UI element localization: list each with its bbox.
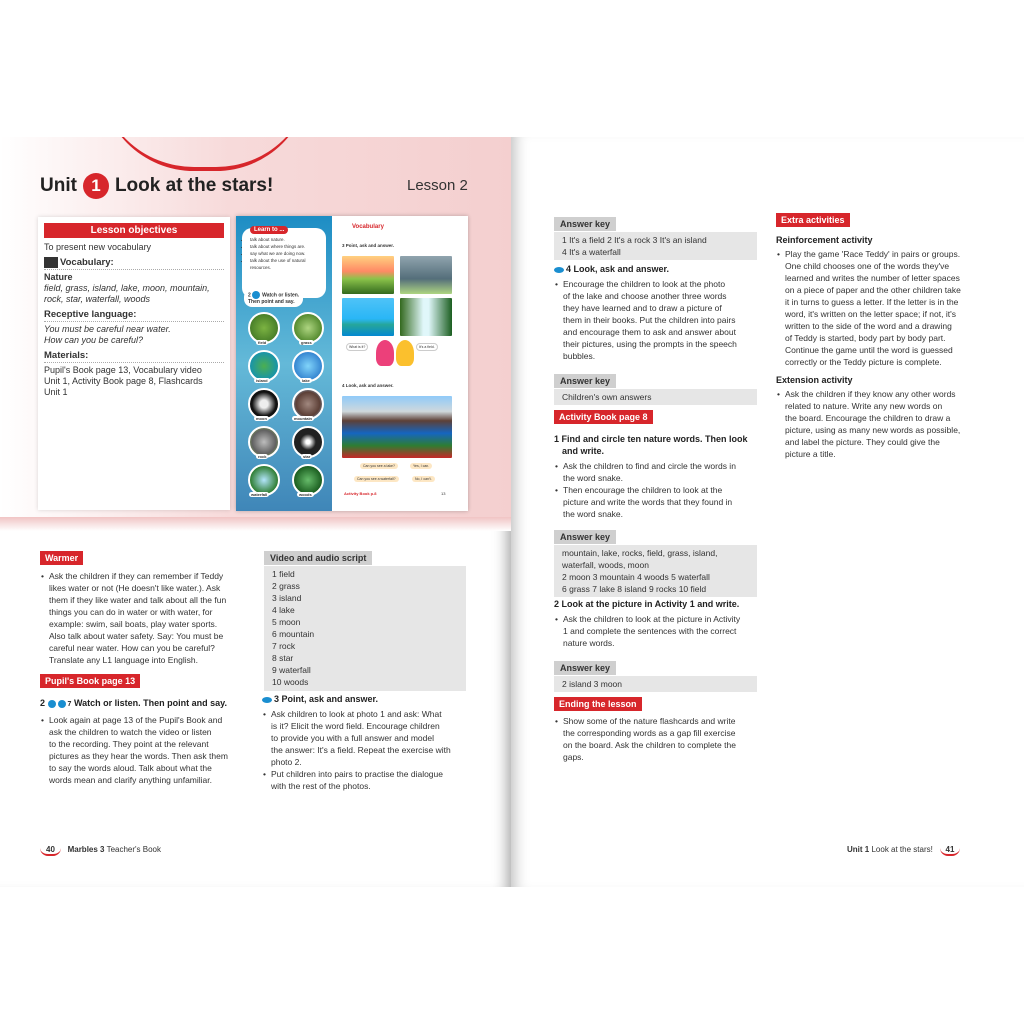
text-line: photo 2. bbox=[271, 757, 302, 767]
text-line: of the lake and choose another three words bbox=[563, 291, 727, 301]
pupils-book-thumbnail bbox=[236, 216, 468, 511]
unit-title-text: Look at the stars! bbox=[114, 175, 274, 196]
text-line: 6 grass 7 lake 8 island 9 rocks 10 field bbox=[562, 584, 707, 594]
script-box bbox=[264, 566, 466, 691]
text-line: they have learned and to draw a picture of bbox=[563, 303, 722, 313]
text-line: likes water or not (He doesn't like water.). Ask bbox=[49, 583, 221, 593]
text-line: • Ask the children if they can remember if Teddy bbox=[49, 571, 224, 581]
ab-activity-1 bbox=[554, 433, 759, 520]
text-line: 1 It's a field 2 It's a rock 3 It's an island bbox=[562, 235, 707, 245]
speech-bubble: It's a field. bbox=[416, 343, 438, 351]
activity-3-bullet bbox=[262, 768, 477, 792]
script-item: 2 grass bbox=[272, 581, 300, 591]
text-line: gaps. bbox=[563, 752, 584, 762]
footer-unit: Unit 1 bbox=[847, 845, 870, 854]
script-item: 5 moon bbox=[272, 617, 301, 627]
warmer-section bbox=[40, 548, 245, 666]
page-number: 41 bbox=[940, 845, 961, 856]
text-line: • Encourage the children to look at the photo bbox=[563, 279, 726, 289]
receptive-line: You must be careful near water. bbox=[44, 324, 171, 335]
text-line: bubbles. bbox=[563, 351, 596, 361]
text-line: related to nature. Write any new words on bbox=[785, 401, 943, 411]
text-line: careful near water. How can you be careful? bbox=[49, 643, 215, 653]
rock-photo bbox=[400, 256, 452, 294]
text-line: correctly or the Teddy picture is complete. bbox=[785, 357, 942, 367]
text-line: Continue the game until the word is guessed bbox=[785, 345, 953, 355]
text-line: the corresponding words as a gap fill exercise bbox=[563, 728, 736, 738]
lesson-label: Lesson 2 bbox=[407, 177, 468, 194]
receptive-heading: Receptive language: bbox=[44, 309, 224, 322]
ab-activity-1-bullet bbox=[554, 484, 759, 520]
ab-activity-2-title: 2 Look at the picture in Activity 1 and write. bbox=[554, 599, 740, 609]
text-line: One child chooses one of the words they've bbox=[785, 261, 950, 271]
ab-activity-1-bullet bbox=[554, 460, 759, 484]
extension-text bbox=[776, 388, 986, 460]
watch-instruction bbox=[244, 289, 303, 307]
objectives-heading: Lesson objectives bbox=[44, 223, 224, 238]
vocabulary-heading-text: Vocabulary: bbox=[60, 257, 114, 269]
script-item: 10 woods bbox=[272, 677, 309, 687]
child-figure bbox=[376, 340, 394, 366]
text-line: picture, using as many new words as possible, bbox=[785, 425, 961, 435]
answer-key-box: Children's own answers bbox=[554, 389, 757, 405]
script-item: 3 island bbox=[272, 593, 302, 603]
circle-label: field bbox=[258, 340, 267, 345]
text-line: 4 It's a waterfall bbox=[562, 247, 621, 257]
objectives-intro: To present new vocabulary bbox=[44, 242, 152, 252]
lesson-objectives-box bbox=[38, 217, 230, 510]
answer-key-box bbox=[554, 232, 757, 260]
activity-4-title bbox=[554, 263, 759, 275]
text-line: words mean and clarify anything unfamiliar. bbox=[49, 775, 212, 785]
audio-icon bbox=[58, 700, 66, 708]
speaking-icon bbox=[554, 267, 564, 273]
script-item: 1 field bbox=[272, 569, 295, 579]
circle-label: mountain bbox=[294, 416, 312, 421]
learn-item: • talk about the use of natural resources. bbox=[250, 257, 326, 271]
text-line: • Put children into pairs to practise the dialogue bbox=[271, 769, 443, 779]
extension-heading: Extension activity bbox=[776, 375, 853, 385]
text-line: them if they like water and talk about all the fun bbox=[49, 595, 227, 605]
thumbnail-page-number: 13 bbox=[441, 491, 446, 496]
text-line: the answer: It's a field. Repeat the exercise with bbox=[271, 745, 451, 755]
unit-number: 1 bbox=[83, 173, 109, 199]
materials-line: Unit 1 bbox=[44, 387, 68, 398]
task4-label: 4 Look, ask and answer. bbox=[342, 383, 394, 388]
text-line: of Teddy is started, body part by body part. bbox=[785, 333, 946, 343]
thumbnail-left-panel bbox=[236, 216, 332, 511]
script-item: 7 rock bbox=[272, 641, 296, 651]
script-heading: Video and audio script bbox=[264, 551, 372, 565]
activity-2-section bbox=[40, 697, 250, 786]
warmer-heading: Warmer bbox=[40, 551, 83, 565]
watch-number: 2 bbox=[248, 292, 251, 299]
answer-key-box: 2 island 3 moon bbox=[554, 676, 757, 692]
activity-title-text: Watch or listen. Then point and say. bbox=[73, 698, 227, 708]
answer-key-heading: Answer key bbox=[554, 374, 616, 388]
left-page bbox=[0, 137, 511, 887]
learn-item: • talk about nature. bbox=[250, 236, 326, 243]
activity-2-text bbox=[40, 714, 250, 786]
clapperboard-icon bbox=[44, 257, 58, 268]
reinforcement-heading: Reinforcement activity bbox=[776, 235, 873, 245]
text-line: Also talk about water safety. Say: You must be bbox=[49, 631, 224, 641]
right-footer bbox=[847, 845, 960, 856]
text-line: waterfall, woods, moon bbox=[562, 560, 649, 570]
right-page bbox=[511, 137, 1024, 887]
materials-line: Pupil's Book page 13, Vocabulary video bbox=[44, 365, 202, 376]
band-shadow bbox=[0, 517, 511, 531]
answer-bubble: No, I can't. bbox=[412, 476, 435, 482]
answer-key-box bbox=[554, 545, 757, 597]
activity-3-bullet bbox=[262, 708, 477, 768]
text-line: ask the children to watch the video or listen bbox=[49, 727, 212, 737]
circle-label: island bbox=[256, 378, 268, 383]
script-item: 8 star bbox=[272, 653, 294, 663]
answer-key-2 bbox=[554, 371, 757, 405]
extra-activities-heading: Extra activities bbox=[776, 213, 850, 227]
play-icon bbox=[48, 700, 56, 708]
text-line: nature words. bbox=[563, 638, 615, 648]
book-title: Marbles 3 bbox=[67, 845, 105, 854]
text-line: • Ask children to look at photo 1 and ask: What bbox=[271, 709, 442, 719]
footer-title: Look at the stars! bbox=[871, 845, 933, 854]
lake-photo bbox=[342, 396, 452, 458]
text-line: • Look again at page 13 of the Pupil's Book and bbox=[49, 715, 223, 725]
answer-key-heading: Answer key bbox=[554, 661, 616, 675]
page-number: 40 bbox=[40, 845, 61, 856]
circle-label: woods bbox=[299, 492, 312, 497]
learn-to-box bbox=[242, 228, 326, 298]
activity-number: 2 bbox=[40, 698, 46, 708]
answer-key-4 bbox=[554, 658, 757, 692]
question-bubble: Can you see a lake? bbox=[360, 463, 398, 469]
vocabulary-heading bbox=[44, 257, 224, 270]
text-line: • Then encourage the children to look at the bbox=[563, 485, 723, 495]
circle-label: rock bbox=[258, 454, 267, 459]
text-line: things you can do in water or with water, for bbox=[49, 607, 213, 617]
text-line: • Ask the children to find and circle the words in bbox=[563, 461, 736, 471]
island-photo bbox=[342, 298, 394, 336]
thumbnail-right-panel bbox=[334, 216, 468, 511]
script-item: 9 waterfall bbox=[272, 665, 311, 675]
text-line: written to the side of the word and a drawing bbox=[785, 321, 952, 331]
reinforcement-text bbox=[776, 248, 986, 368]
text-line: Translate any L1 language into English. bbox=[49, 655, 199, 665]
activity-2-title bbox=[40, 697, 250, 711]
question-bubble: Can you see a waterfall? bbox=[354, 476, 399, 482]
circle-label: star bbox=[303, 454, 311, 459]
activity-4-text bbox=[554, 278, 759, 362]
activity-title-text: 3 Point, ask and answer. bbox=[274, 694, 379, 704]
materials-line: Unit 1, Activity Book page 8, Flashcards bbox=[44, 376, 203, 387]
extension-section bbox=[776, 374, 986, 460]
pupils-book-heading: Pupil's Book page 13 bbox=[40, 674, 140, 688]
text-line: example: swim, sail boats, play water sports. bbox=[49, 619, 218, 629]
text-line: and encourage them to ask and answer about bbox=[563, 327, 736, 337]
text-line: the board. Encourage the children to draw a bbox=[785, 413, 951, 423]
ending-text bbox=[554, 715, 768, 763]
ab-activity-1-title: 1 Find and circle ten nature words. Then look bbox=[554, 434, 748, 444]
text-line: on a piece of paper and the other children take bbox=[785, 285, 961, 295]
materials-heading: Materials: bbox=[44, 350, 224, 363]
waterfall-photo bbox=[400, 298, 452, 336]
text-line: learned and writes the number of letter spaces bbox=[785, 273, 960, 283]
text-line: it in turns to guess a letter. If the letter is in the bbox=[785, 297, 959, 307]
text-line: picture a title. bbox=[785, 449, 836, 459]
text-line: and label the picture. They could give the bbox=[785, 437, 940, 447]
text-line: picture and write the words that they found in bbox=[563, 497, 733, 507]
answer-key-3 bbox=[554, 527, 757, 597]
nature-label: Nature bbox=[44, 272, 73, 283]
play-icon bbox=[252, 291, 260, 299]
circle-label: grass bbox=[301, 340, 312, 345]
script-section bbox=[264, 548, 466, 691]
text-line: • Ask the children to look at the picture in Activity bbox=[563, 614, 741, 624]
text-line: 2 moon 3 mountain 4 woods 5 waterfall bbox=[562, 572, 710, 582]
answer-bubble: Yes, I can. bbox=[410, 463, 432, 469]
task3-label: 3 Point, ask and answer. bbox=[342, 243, 395, 248]
text-line: to the recording. They point at the relevant bbox=[49, 739, 209, 749]
text-line: 1 and complete the sentences with the correct bbox=[563, 626, 737, 636]
text-line: with the rest of the photos. bbox=[271, 781, 371, 791]
ab-activity-2 bbox=[554, 598, 764, 649]
text-line: on the board. Ask the children to complete the bbox=[563, 740, 736, 750]
script-item: 6 mountain bbox=[272, 629, 315, 639]
field-photo bbox=[342, 256, 394, 294]
activity-3-title bbox=[262, 693, 477, 705]
nature-words: rock, star, waterfall, woods bbox=[44, 294, 151, 305]
reinforcement-section bbox=[776, 234, 986, 368]
speech-bubble: What is it? bbox=[346, 343, 368, 351]
circle-label: lake bbox=[302, 378, 310, 383]
answer-key-heading: Answer key bbox=[554, 217, 616, 231]
learn-item: • say what we are doing now. bbox=[250, 250, 326, 257]
speaking-icon bbox=[262, 697, 272, 703]
book-spread bbox=[0, 137, 1024, 887]
text-line: is it? Elicit the word field. Encourage children bbox=[271, 721, 440, 731]
text-line: to say the words aloud. Talk about what the bbox=[49, 763, 212, 773]
unit-title bbox=[40, 173, 273, 199]
text-line: to provide you with a full answer and model bbox=[271, 733, 435, 743]
text-line: their pictures, using the prompts in the speech bbox=[563, 339, 737, 349]
activity-4-section bbox=[554, 263, 759, 362]
ab-activity-1-title: and write. bbox=[562, 446, 605, 456]
ab-activity-2-text bbox=[554, 613, 764, 649]
child-figure bbox=[396, 340, 414, 366]
text-line: pictures as they hear the words. Then ask them bbox=[49, 751, 228, 761]
ending-heading: Ending the lesson bbox=[554, 697, 642, 711]
text-line: • Ask the children if they know any other words bbox=[785, 389, 956, 399]
text-line: • Show some of the nature flashcards and write bbox=[563, 716, 736, 726]
learn-item: • talk about where things are. bbox=[250, 243, 326, 250]
answer-key-heading: Answer key bbox=[554, 530, 616, 544]
receptive-line: How can you be careful? bbox=[44, 335, 144, 346]
book-subtitle: Teacher's Book bbox=[106, 845, 162, 854]
left-footer bbox=[40, 845, 161, 856]
text-line: • Play the game 'Race Teddy' in pairs or groups. bbox=[785, 249, 961, 259]
script-item: 4 lake bbox=[272, 605, 295, 615]
circle-label: waterfall bbox=[251, 492, 268, 497]
activity-book-ref: Activity Book p.8 bbox=[344, 491, 377, 496]
text-line: the word snake. bbox=[563, 473, 624, 483]
activity-book-heading: Activity Book page 8 bbox=[554, 410, 653, 424]
unit-label: Unit bbox=[40, 175, 77, 196]
circle-label: moon bbox=[256, 416, 267, 421]
watch-text: Then point and say. bbox=[248, 299, 295, 305]
nature-words: field, grass, island, lake, moon, mountain, bbox=[44, 283, 210, 294]
text-line: them in their books. Put the children into pairs bbox=[563, 315, 736, 325]
warmer-text bbox=[40, 570, 245, 666]
activity-3-section bbox=[262, 693, 477, 792]
watch-text: Watch or listen. bbox=[262, 292, 300, 299]
vocabulary-title: Vocabulary bbox=[352, 224, 384, 230]
text-line: mountain, lake, rocks, field, grass, island, bbox=[562, 548, 718, 558]
text-line: word, it's written on the letter space; if not, it's bbox=[785, 309, 956, 319]
text-line: the word snake. bbox=[563, 509, 624, 519]
track-number: 7 bbox=[67, 701, 72, 708]
learn-to-tag: Learn to ... bbox=[250, 226, 288, 234]
activity-title-text: 4 Look, ask and answer. bbox=[566, 264, 670, 274]
answer-key-1 bbox=[554, 214, 757, 260]
